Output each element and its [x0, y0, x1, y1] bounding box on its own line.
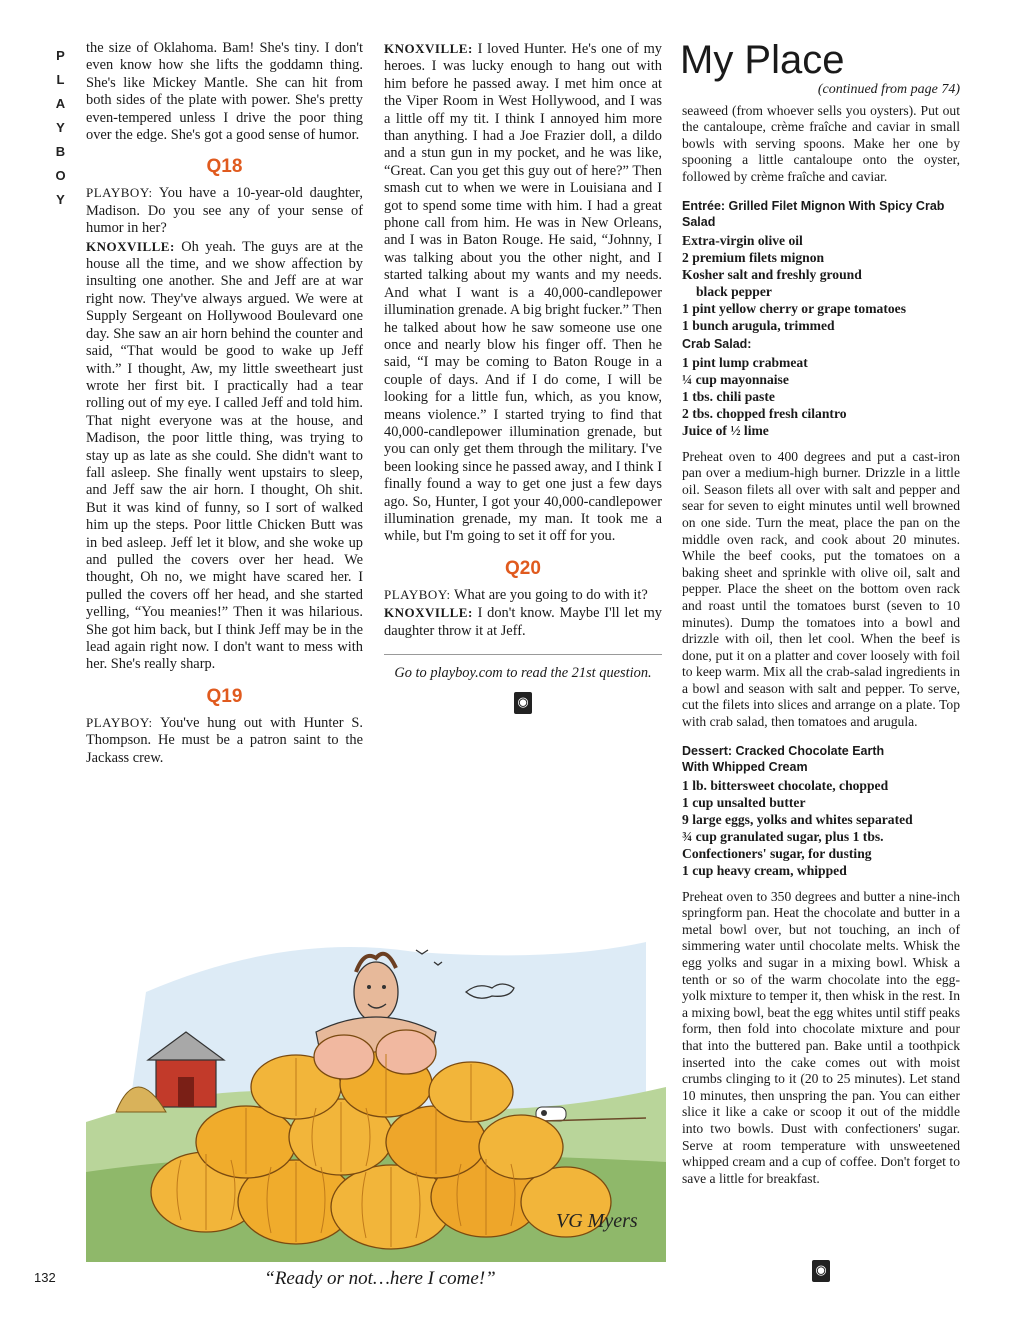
ingredient: ¾ cup granulated sugar, plus 1 tbs. [682, 828, 884, 844]
cartoon-caption: “Ready or not…here I come!” [264, 1268, 496, 1289]
knoxville-label: KNOXVILLE: [86, 238, 175, 254]
side-label-letter: A [55, 96, 67, 111]
magazine-side-label [44, 44, 78, 212]
ingredient: black pepper [696, 283, 772, 299]
side-label-letter: P [56, 48, 66, 63]
ingredient: Juice of ½ lime [682, 422, 769, 438]
ingredient: 1 cup heavy cream, whipped [682, 862, 847, 878]
dessert-method: Preheat oven to 350 degrees and butter a nine-inch springform pan. Heat the chocolate and butter in a metal bowl over, but not touching, an inch of simmering water until chocolate melts. Whisk the egg yolks and sugar in a mixing bowl. Whisk a tenth or so of the warm chocolate into the egg-yolk mixture to temper it, then whisk in the rest. In a mixing bowl, beat the egg whites until stiff peaks form, then fold into chocolate mixture and pour that into the buttered pan. Bake until a toothpick inserted into the cake comes out with moist crumbs clinging to it (20 to 25 minutes). Let stand 10 minutes, then unspring the pan. You can either slice it like a cake or scoop it out of the middle into two bowls. Dust with confectioners' sugar. Serve at room temperature with unsweetened whipped cream and a cup of coffee. Don't forget to save a little for breakfast. [682, 888, 960, 1186]
q18-answer [86, 238, 363, 674]
column-2 [384, 40, 662, 714]
q19-answer [384, 40, 662, 546]
side-label-letter: Y [56, 192, 66, 207]
ingredient: 1 tbs. chili paste [682, 388, 775, 404]
knoxville-label: KNOXVILLE: [384, 605, 473, 621]
cartoon-signature: VG Myers [556, 1210, 638, 1232]
q18-question [86, 184, 363, 237]
recipe-intro: seaweed (from whoever sells you oysters). Put out the cantaloupe, crème fraîche and caviar in small bowls with serving spoons. Make her one by spooning a little cantaloupe onto the oyster, followed by crème fraîche and caviar. [682, 102, 960, 184]
crab-ingredients [682, 354, 960, 439]
ingredient: 1 cup unsalted butter [682, 794, 806, 810]
magazine-name [44, 44, 78, 212]
q20-question [384, 586, 662, 604]
col1-intro: the size of Oklahoma. Bam! She's tiny. I don't even know how she lifts the goddamn thing. She's like Mickey Mantle. She can hit from both sides of the plate with power. She's pretty even-tempered unless I drive the poor thing over the edge. She's got a good sense of humor. [86, 40, 363, 144]
ingredient: 9 large eggs, yolks and whites separated [682, 811, 913, 827]
page-number: 132 [34, 1270, 56, 1285]
divider [384, 654, 662, 655]
section-title: My Place [680, 38, 845, 82]
playboy-label: PLAYBOY: [384, 586, 451, 602]
q18-question-text: You have a 10-year-old daughter, Madison. Do you see any of your sense of humor in her? [86, 185, 363, 237]
cartoon-illustration [86, 872, 666, 1262]
entree-method: Preheat oven to 400 degrees and put a cast-iron pan over a medium-high burner. Drizzle in a little oil. Season filets all over with salt and pepper and sear for seven to eight minutes until well browned on one side. Turn the meat, place the pan on the middle oven rack, and cook about 20 minutes. While the beef cooks, put the tomatoes on a baking sheet and sprinkle with olive oil, salt and pepper. Place the sheet on the bottom oven rack and roast until the tomatoes burst (seven to 10 minutes). Dump the tomatoes into a bowl and drizzle with oil, then let cool. When the beef is done, put it on a platter and cover loosely with foil to keep warm. Mix all the crab-salad ingredients in a bowl and season with salt and pepper. To serve, cut the filets into slices and arrange on a plate. Top with crab salad, then tomatoes and arugula. [682, 448, 960, 730]
ingredient: 1 lb. bittersweet chocolate, chopped [682, 777, 889, 793]
dessert-heading [682, 743, 960, 775]
ingredient: 1 bunch arugula, trimmed [682, 317, 835, 333]
q19-answer-text: I loved Hunter. He's one of my heroes. I was lucky enough to hang out with him before he passed away. I met him once at the Viper Room in West Hollywood, and I was a little off my tit. I think I annoyed him more than anything. I had a Joe Frazier doll, a dildo and a stun gun in my pocket, and he was like, “Great. Can you get this guy out of here?” Then smash cut to when we were in Louisiana and I got to spend some time with him. I had a great phone call from him. He was in New Orleans, and I was in Baton Rouge. He said, “Johnny, I was talking about you the other night, and I started talking about my wants and my needs. And what I want is a 40,000-candlepower illumination grenade. A big bright fucker.” Then he talked about how he saw someone use one once and nearly blow his finger off. Then he said, “I may be coming to Baton Rouge in a couple of days. And if I do come, I will be looking for a little fun, which, as you know, means violence.” I started trying to find that 40,000-candlepower illumination grenade, but you can only get them through the military. I've been looking since he passed away, and I think I finally found a way to get one just a few days ago. So, Hunter, I got your 40,000-candlepower illumination grenade, my man. It took me a while, but I'm going to set it off for you. [384, 41, 663, 545]
dessert-heading-line-1: Dessert: Cracked Chocolate Earth [682, 743, 885, 758]
column-1 [86, 40, 363, 767]
playboy-label: PLAYBOY: [86, 714, 153, 730]
ingredient: 1 pint yellow cherry or grape tomatoes [682, 300, 906, 316]
continued-note: (continued from page 74) [817, 82, 960, 97]
crab-salad-heading: Crab Salad: [682, 336, 752, 351]
rabbit-head-end-mark-icon: ◉ [812, 1260, 830, 1282]
web-footer-note: Go to playboy.com to read the 21st question. [394, 665, 652, 681]
entree-ingredients [682, 232, 960, 334]
q18-answer-text: Oh yeah. The guys are at the house all the time, and we show affection by insulting one another. She and Jeff are at war right now. They've always argued. We were at Supply Sergeant on Hollywood Boulevard one day. She saw an air horn behind the counter and said, “That would be good to wake up Jeff with.” I thought, Aw, my little sweetheart just wrote her first bit. I practically had a tear rolling out of my eye. I called Jeff and told him. That night everyone was at the house, and Madison, the poor little thing, was trying to stay up as late as she could. She didn't want to fall asleep. She finally went upstairs to sleep, and Jeff saw the air horn. I thought, Oh shit. But it was kind of funny, so I sort of walked him up the steps. Poor little Chicken Butt was in bed asleep. Jeff let it blow, and she woke up and pulled the covers over her head. We thought, Oh no, we might have scared her. I pulled the covers off her head, and she started yelling, “You meanies!” Then it was hilarious. She got him back, but I think Jeff may be in the lead again right now. I don't want to mess with her. She's really sharp. [86, 238, 363, 673]
side-label-letter: B [55, 144, 67, 159]
q20-question-text: What are you going to do with it? [453, 586, 648, 603]
side-label-letter: O [55, 168, 67, 183]
question-19-heading: Q19 [206, 685, 243, 707]
side-label-letter: Y [56, 120, 66, 135]
column-3-recipes [682, 40, 960, 1187]
ingredient: 2 tbs. chopped fresh cilantro [682, 405, 847, 421]
q19-question-text: You've hung out with Hunter S. Thompson. He must be a patron saint to the Jackass crew. [86, 714, 363, 766]
q20-answer [384, 604, 662, 640]
ingredient: 1 pint lump crabmeat [682, 354, 808, 370]
question-18-heading: Q18 [206, 156, 243, 178]
q20-answer-text: I don't know. Maybe I'll let my daughter throw it at Jeff. [384, 605, 662, 639]
ingredient: 2 premium filets mignon [682, 249, 825, 265]
entree-heading: Entrée: Grilled Filet Mignon With Spicy Crab Salad [682, 198, 945, 229]
playboy-label: PLAYBOY: [86, 185, 153, 201]
knoxville-label: KNOXVILLE: [384, 41, 473, 56]
ingredient: Extra-virgin olive oil [682, 232, 803, 248]
ingredient: ¼ cup mayonnaise [682, 371, 789, 387]
side-label-letter: L [56, 72, 66, 87]
q19-question [86, 714, 363, 767]
dessert-heading-line-2: With Whipped Cream [682, 759, 808, 774]
ingredient: Confectioners' sugar, for dusting [682, 845, 872, 861]
question-20-heading: Q20 [505, 557, 541, 579]
rabbit-head-icon: ◉ [514, 692, 532, 714]
dessert-ingredients [682, 777, 960, 879]
ingredient: Kosher salt and freshly ground [682, 266, 862, 282]
